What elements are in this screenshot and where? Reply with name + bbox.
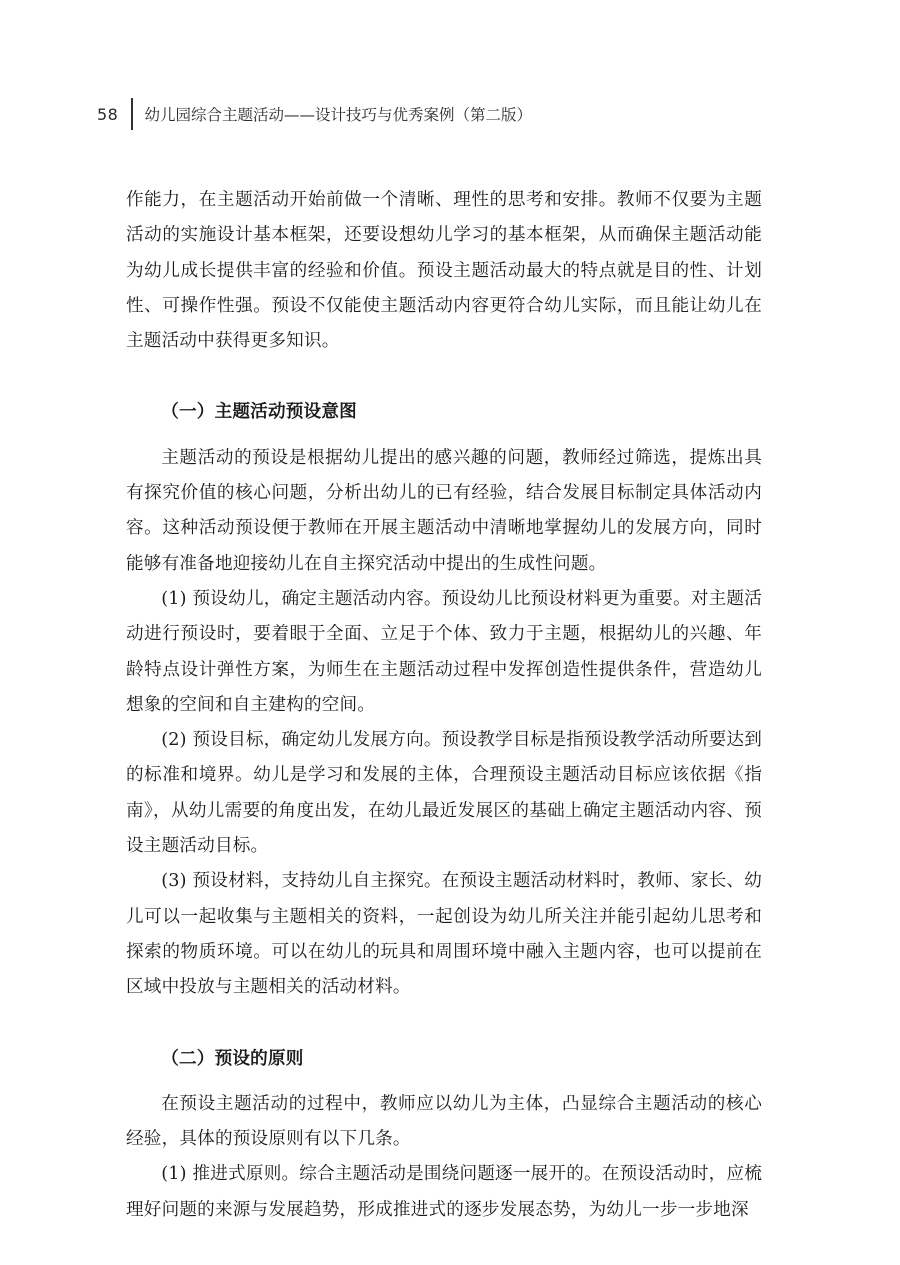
section-spacer — [126, 1006, 762, 1042]
section-heading-intent: （一）主题活动预设意图 — [161, 402, 357, 423]
page-number: 58 — [97, 104, 119, 124]
paragraph-principles-intro: 在预设主题活动的过程中，教师应以幼儿为主体，凸显综合主题活动的核心经验，具体的预设原则有以下几条。 — [126, 1093, 762, 1150]
paragraph-continued: 作能力，在主题活动开始前做一个清晰、理性的思考和安排。教师不仅要为主题活动的实施设计基本框架，还要设想幼儿学习的基本框架，从而确保主题活动能为幼儿成长提供丰富的经验和价值。预设主题活动最大的特点就是目的性、计划性、可操作性强。预设不仅能使主题活动内容更符合幼儿实际，而且能让幼儿在主题活动中获得更多知识。 — [126, 190, 762, 352]
running-header — [97, 98, 532, 130]
paragraph-progressive-principle: (1) 推进式原则。综合主题活动是围绕问题逐一展开的。在预设活动时，应梳理好问题的来源与发展趋势，形成推进式的逐步发展态势，为幼儿一步一步地深 — [126, 1164, 762, 1220]
section-spacer — [126, 359, 762, 395]
book-title: 幼儿园综合主题活动——设计技巧与优秀案例（第二版） — [144, 106, 533, 124]
heading-spacer — [126, 431, 762, 441]
heading-spacer — [126, 1077, 762, 1087]
paragraph-intent-intro: 主题活动的预设是根据幼儿提出的感兴趣的问题，教师经过筛选，提炼出具有探究价值的核心问题，分析出幼儿的已有经验，结合发展目标制定具体活动内容。这种活动预设便于教师在开展主题活动中清晰地掌握幼儿的发展方向，同时能够有准备地迎接幼儿在自主探究活动中提出的生成性问题。 — [126, 447, 762, 574]
body-text — [126, 183, 762, 1228]
paragraph-preset-goals: (2) 预设目标，确定幼儿发展方向。预设教学目标是指预设教学活动所要达到的标准和境界。幼儿是学习和发展的主体，合理预设主题活动目标应该依据《指南》，从幼儿需要的角度出发，在幼儿最近发展区的基础上确定主题活动内容、预设主题活动目标。 — [126, 730, 762, 857]
header-divider — [131, 98, 133, 130]
paragraph-preset-materials: (3) 预设材料，支持幼儿自主探究。在预设主题活动材料时，教师、家长、幼儿可以一起收集与主题相关的资料，一起创设为幼儿所关注并能引起幼儿思考和探索的物质环境。可以在幼儿的玩具和周围环境中融入主题内容，也可以提前在区域中投放与主题相关的活动材料。 — [126, 871, 762, 998]
section-heading-principles: （二）预设的原则 — [161, 1048, 304, 1069]
paragraph-preset-children: (1) 预设幼儿，确定主题活动内容。预设幼儿比预设材料更为重要。对主题活动进行预设时，要着眼于全面、立足于个体、致力于主题，根据幼儿的兴趣、年龄特点设计弹性方案，为师生在主题活动过程中发挥创造性提供条件，营造幼儿想象的空间和自主建构的空间。 — [126, 588, 762, 715]
